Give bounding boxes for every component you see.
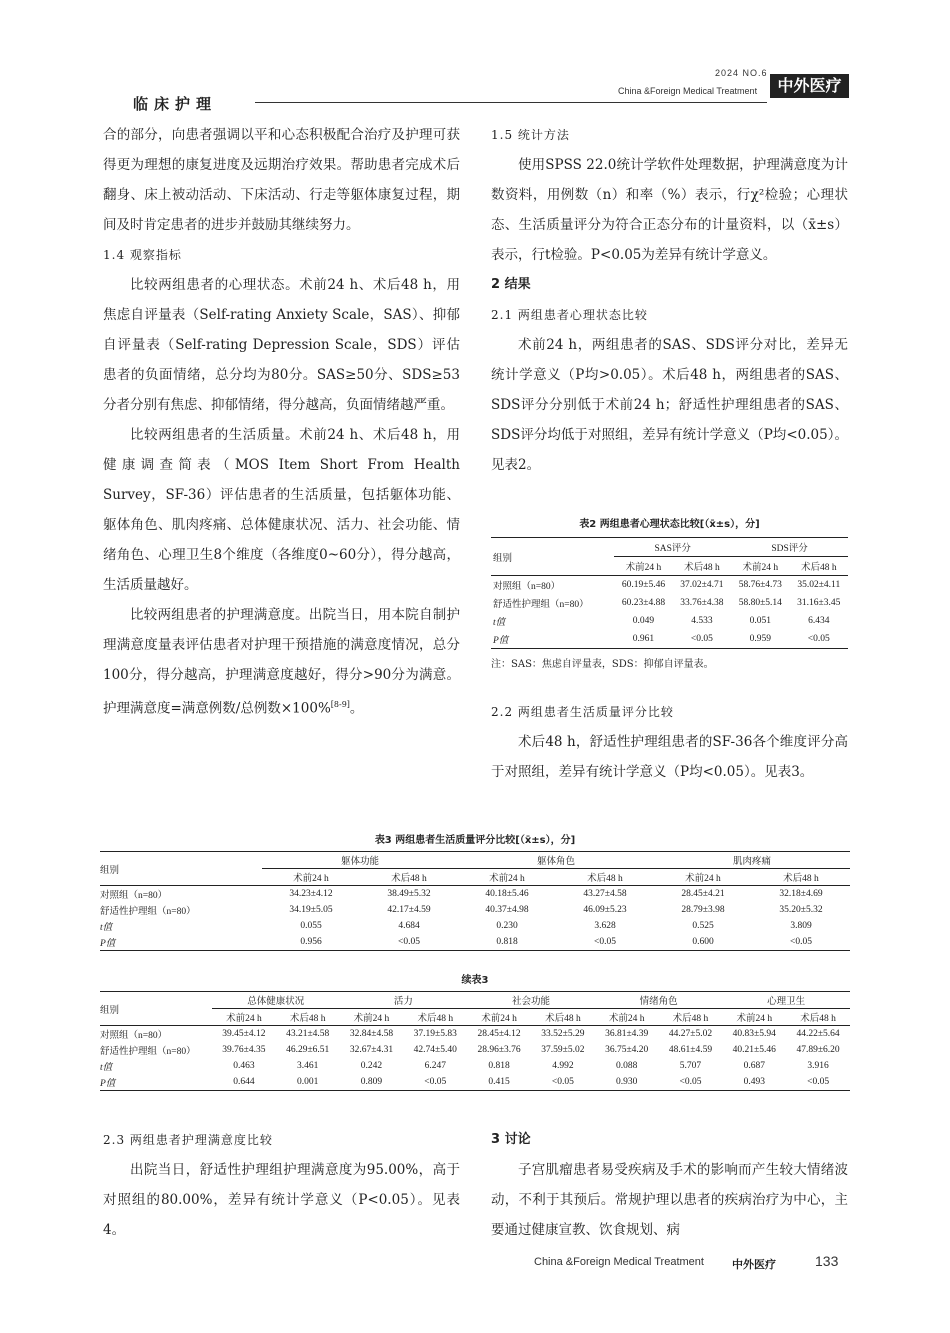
table2-pre-header: 术前24 h (742, 563, 779, 573)
section-2-2 (491, 697, 848, 787)
cell: 4.684 (398, 921, 420, 931)
cell: 0.644 (233, 1077, 255, 1087)
section-heading-1-4: 1.4 观察指标 (103, 248, 182, 262)
cell: 37.59±5.02 (541, 1045, 585, 1055)
section-heading-1-5: 1.5 统计方法 (491, 128, 570, 142)
cell: 43.21±4.58 (286, 1029, 330, 1039)
cell: 0.230 (496, 921, 518, 931)
footer-journal-cn: 中外医疗 (732, 1258, 776, 1271)
cell: 47.89±6.20 (796, 1045, 840, 1055)
cell: <0.05 (679, 1077, 702, 1087)
paragraph: 使用SPSS 22.0统计学软件处理数据，护理满意度为计数资料，用例数（n）和率（%）表示，行χ²检验；心理状态、生活质量评分为符合正态分布的计量资料，以（x̄±s）表示，行t检验。P<0.05为差异有统计学意义。 (491, 157, 848, 263)
cell: <0.05 (807, 634, 830, 644)
dim-header: 社会功能 (467, 992, 595, 1009)
cell: 0.055 (300, 921, 322, 931)
table2-note: 注：SAS：焦虑自评量表，SDS：抑郁自评量表。 (491, 659, 714, 670)
row-label: 舒适性护理组（n=80） (100, 907, 196, 917)
cell: 28.45±4.12 (477, 1029, 521, 1039)
table2-sas-header: SAS评分 (614, 538, 731, 557)
cell: 37.19±5.83 (413, 1029, 457, 1039)
table2-post-header: 术后48 h (800, 563, 837, 573)
cell: 34.23±4.12 (289, 889, 333, 899)
cell: <0.05 (398, 937, 420, 947)
dim-header: 总体健康状况 (212, 992, 340, 1009)
cell: 0.463 (233, 1061, 255, 1071)
dim-header: 心理卫生 (722, 992, 850, 1009)
cell: 40.21±5.46 (732, 1045, 776, 1055)
running-head-section: 临床护理 (133, 95, 218, 113)
citation: [8-9] (330, 700, 350, 709)
cell: 42.74±5.40 (413, 1045, 457, 1055)
table3-continued-caption: 续表3 (461, 975, 489, 986)
table3-row (100, 918, 850, 934)
cell: 42.17±4.59 (387, 905, 431, 915)
cell: 40.37±4.98 (485, 905, 529, 915)
cell: <0.05 (594, 937, 616, 947)
paragraph: 比较两组患者的生活质量。术前24 h、术后48 h，用健康调查简表（MOS Item Short From Health Survey，SF-36）评估患者的生活质量，包括躯体功能、躯体角色、肌肉疼痛、总体健康状况、活力、社会功能、情绪角色、心理卫生8个维度（各维度0~60分），得分越高，生活质量越好。 (103, 427, 460, 593)
journal-name-en: China &Foreign Medical Treatment (618, 86, 758, 96)
pre-header: 术前24 h (489, 874, 525, 884)
journal-logo: 中外医疗 (770, 74, 849, 98)
cell: 0.600 (692, 937, 714, 947)
cell: 28.79±3.98 (681, 905, 725, 915)
row-label: P值 (100, 1079, 116, 1089)
cell: 33.52±5.29 (541, 1029, 585, 1039)
paragraph: 出院当日，舒适性护理组护理满意度为95.00%，高于对照组的80.00%，差异有统计学意义（P<0.05）。见表4。 (103, 1162, 460, 1238)
section-heading-3: 3 讨论 (491, 1132, 531, 1147)
cell: 28.96±3.76 (477, 1045, 521, 1055)
pre-header: 术前24 h (608, 1014, 645, 1024)
row-label: 舒适性护理组（n=80） (100, 1047, 196, 1057)
table3-row (100, 934, 850, 951)
dim-header: 活力 (340, 992, 468, 1009)
dim-header: 躯体功能 (262, 852, 458, 869)
footer-journal-en: China &Foreign Medical Treatment (534, 1256, 704, 1268)
left-column (103, 120, 460, 724)
cell: 58.80±5.14 (738, 598, 782, 608)
cell: <0.05 (551, 1077, 574, 1087)
cell: 0.818 (496, 937, 518, 947)
cell: 60.23±4.88 (621, 598, 666, 608)
paragraph-end: 。 (349, 700, 364, 717)
cell: 3.809 (790, 921, 812, 931)
table2-row (491, 576, 848, 595)
cell: 0.242 (360, 1061, 383, 1071)
table2-row (491, 594, 848, 612)
cell: 37.02±4.71 (680, 580, 724, 590)
cell: <0.05 (690, 634, 713, 644)
row-label: 对照组（n=80） (100, 1031, 168, 1041)
cell: 31.16±3.45 (797, 598, 841, 608)
cell: 58.76±4.73 (738, 580, 782, 590)
cell: 5.707 (679, 1061, 702, 1071)
row-label: 舒适性护理组（n=80） (493, 600, 589, 610)
post-header: 术后48 h (289, 1014, 326, 1024)
section-2-3 (103, 1125, 460, 1245)
table3-part1 (100, 851, 850, 951)
cell: 39.45±4.12 (222, 1029, 266, 1039)
cell: 35.02±4.11 (797, 580, 841, 590)
table2-row (491, 630, 848, 649)
row-label: 对照组（n=80） (493, 582, 561, 592)
row-label: t值 (100, 1063, 113, 1073)
section-heading-2: 2 结果 (491, 277, 531, 292)
cell: 46.29±6.51 (286, 1045, 330, 1055)
cell: 38.49±5.32 (387, 889, 431, 899)
row-label: P值 (100, 939, 116, 949)
cell: 0.049 (632, 616, 655, 626)
paragraph: 比较两组患者的心理状态。术前24 h、术后48 h，用焦虑自评量表（Self-rating Anxiety Scale，SAS）、抑郁自评量表（Self-rating Depression Scale，SDS）评估患者的负面情绪，总分均为80分。SAS≥50分、SDS≥53分者分别有焦虑、抑郁情绪，得分越高，负面情绪越严重。 (103, 277, 460, 413)
cell: 4.533 (691, 616, 713, 626)
header-rule (255, 102, 767, 103)
cell: 0.687 (743, 1061, 765, 1071)
cell: 0.415 (488, 1077, 510, 1087)
cell: 3.628 (594, 921, 616, 931)
section-3 (491, 1125, 848, 1245)
section-heading-2-1: 2.1 两组患者心理状态比较 (491, 308, 648, 322)
cell: 35.20±5.32 (779, 905, 823, 915)
cell: 44.27±5.02 (668, 1029, 713, 1039)
table3-group-header: 组别 (100, 852, 262, 886)
cell: 0.493 (743, 1077, 765, 1087)
dim-header: 躯体角色 (458, 852, 654, 869)
cell: 0.088 (615, 1061, 638, 1071)
row-label: t值 (493, 618, 506, 628)
post-header: 术后48 h (545, 1014, 581, 1024)
pre-header: 术前24 h (293, 874, 329, 884)
cell: 0.818 (488, 1061, 510, 1071)
cell: <0.05 (790, 937, 812, 947)
table3-row (100, 1074, 850, 1091)
cell: 0.809 (360, 1077, 383, 1087)
paragraph: 术前24 h，两组患者的SAS、SDS评分对比，差异无统计学意义（P均>0.05）。术后48 h，两组患者的SAS、SDS评分分别低于术前24 h；舒适性护理组患者的SAS、SDS评分均低于对照组，差异有统计学意义（P均<0.05）。见表2。 (491, 337, 848, 473)
post-header: 术后48 h (783, 874, 819, 884)
cell: 3.916 (807, 1061, 829, 1071)
table2-pre-header: 术前24 h (625, 563, 662, 573)
right-column (491, 120, 848, 480)
cell: 32.18±4.69 (779, 889, 823, 899)
cell: 33.76±4.38 (680, 598, 724, 608)
cell: 0.959 (749, 634, 771, 644)
cell: 48.61±4.59 (668, 1045, 713, 1055)
post-header: 术后48 h (800, 1014, 836, 1024)
cell: 32.84±4.58 (349, 1029, 394, 1039)
cell: 6.247 (424, 1061, 446, 1071)
pre-header: 术前24 h (685, 874, 721, 884)
cell: 36.81±4.39 (605, 1029, 649, 1039)
table3-row (100, 1026, 850, 1043)
table3-caption: 表3 两组患者生活质量评分比较[（x̄±s），分] (374, 835, 576, 846)
row-label: 对照组（n=80） (100, 891, 168, 901)
row-label: t值 (100, 923, 113, 933)
table3-group-header: 组别 (100, 992, 212, 1026)
cell: 39.76±4.35 (222, 1045, 266, 1055)
table3-row (100, 1042, 850, 1058)
pre-header: 术前24 h (353, 1014, 390, 1024)
cell: 0.930 (615, 1077, 638, 1087)
cell: 4.992 (552, 1061, 574, 1071)
paragraph-text: 比较两组患者的护理满意度。出院当日，用本院自制护理满意度量表评估患者对护理干预措施的满意度情况，总分100分，得分越高，护理满意度越好，得分>90分为满意。护理满意度=满意例数/总例数×100% (103, 607, 460, 717)
cell: 36.75±4.20 (605, 1045, 649, 1055)
table3-row (100, 886, 850, 903)
table2-post-header: 术后48 h (684, 563, 720, 573)
dim-header: 肌肉疼痛 (654, 852, 850, 869)
cell: 3.461 (297, 1061, 319, 1071)
cell: 0.001 (297, 1077, 319, 1087)
post-header: 术后48 h (587, 874, 623, 884)
cell: 43.27±4.58 (583, 889, 627, 899)
paragraph (103, 600, 460, 724)
page-number: 133 (815, 1253, 839, 1269)
table2-group-header: 组别 (491, 538, 614, 576)
paragraph: 合的部分，向患者强调以平和心态积极配合治疗及护理可获得更为理想的康复进度及远期治疗效果。帮助患者完成术后翻身、床上被动活动、下床活动、行走等躯体康复过程，期间及时肯定患者的进步并鼓励其继续努力。 (103, 127, 460, 233)
table2-sds-header: SDS评分 (731, 538, 848, 557)
cell: 0.961 (632, 634, 655, 644)
table2-caption: 表2 两组患者心理状态比较[（x̄±s），分] (579, 519, 760, 530)
pre-header: 术前24 h (481, 1014, 517, 1024)
cell: 34.19±5.05 (289, 905, 333, 915)
cell: 6.434 (808, 616, 830, 626)
cell: 40.83±5.94 (732, 1029, 776, 1039)
paragraph: 子宫肌瘤患者易受疾病及手术的影响而产生较大情绪波动，不利于其预后。常规护理以患者的疾病治疗为中心，主要通过健康宣教、饮食规划、病 (491, 1162, 848, 1238)
post-header: 术后48 h (417, 1014, 454, 1024)
cell: 60.19±5.46 (621, 580, 666, 590)
table2-row (491, 612, 848, 630)
table3-row (100, 902, 850, 918)
post-header: 术后48 h (672, 1014, 709, 1024)
cell: 28.45±4.21 (681, 889, 725, 899)
table3-row (100, 1058, 850, 1074)
table2 (491, 537, 848, 670)
cell: 0.956 (300, 937, 322, 947)
cell: 40.18±5.46 (485, 889, 529, 899)
cell: <0.05 (807, 1077, 830, 1087)
cell: 32.67±4.31 (349, 1045, 394, 1055)
post-header: 术后48 h (391, 874, 427, 884)
cell: 0.051 (749, 616, 771, 626)
section-heading-2-3: 2.3 两组患者护理满意度比较 (103, 1133, 273, 1147)
issue-label: 2024 NO.6 (715, 68, 768, 78)
pre-header: 术前24 h (226, 1014, 262, 1024)
cell: 0.525 (692, 921, 714, 931)
table3-part2 (100, 991, 850, 1091)
cell: 44.22±5.64 (796, 1029, 840, 1039)
paragraph: 术后48 h，舒适性护理组患者的SF-36各个维度评分高于对照组，差异有统计学意义（P均<0.05）。见表3。 (491, 734, 848, 780)
cell: 46.09±5.23 (583, 905, 627, 915)
cell: <0.05 (424, 1077, 447, 1087)
row-label: P值 (493, 636, 509, 646)
section-heading-2-2: 2.2 两组患者生活质量评分比较 (491, 705, 674, 719)
dim-header: 情绪角色 (595, 992, 723, 1009)
pre-header: 术前24 h (736, 1014, 773, 1024)
